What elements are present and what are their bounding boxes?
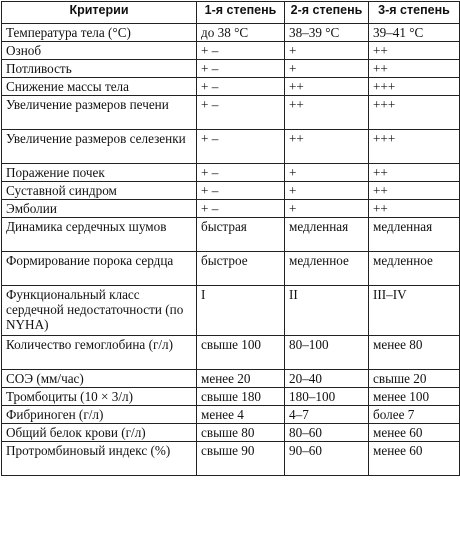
document [1,1,459,476]
table-row [2,388,460,406]
grade-2-cell: 20–40 [285,370,369,388]
grade-2-cell: 38–39 °С [285,24,369,42]
grade-1-cell: свыше 80 [197,424,285,442]
grade-2-cell: + [285,182,369,200]
grade-1-cell: быстрая [197,218,285,252]
grade-3-cell: менее 60 [369,424,460,442]
table-row [2,78,460,96]
grade-3-cell: ++ [369,164,460,182]
grade-3-cell: 39–41 °С [369,24,460,42]
grade-1-cell: + – [197,42,285,60]
criterion-cell: Увеличение размеров селезенки [2,130,197,164]
table-header-row [2,2,460,24]
grade-1-cell: + – [197,60,285,78]
grade-3-cell: +++ [369,130,460,164]
grade-2-cell: + [285,164,369,182]
grade-1-cell: менее 20 [197,370,285,388]
criterion-cell: Эмболии [2,200,197,218]
grade-3-cell: ++ [369,42,460,60]
criterion-cell: Поражение почек [2,164,197,182]
grade-3-cell: менее 60 [369,442,460,476]
grade-2-cell: 80–100 [285,336,369,370]
table-row [2,200,460,218]
header-criteria: Критерии [2,2,197,24]
grade-3-cell: III–IV [369,286,460,336]
table-row [2,60,460,78]
grade-2-cell: + [285,42,369,60]
grade-2-cell: ++ [285,78,369,96]
grade-2-cell: медленное [285,252,369,286]
grade-3-cell: менее 80 [369,336,460,370]
table-row [2,442,460,476]
criterion-cell: Функциональный класс сердечной недостаточности (по NYHA) [2,286,197,336]
criteria-table [1,1,460,476]
table-row [2,370,460,388]
grade-2-cell: + [285,60,369,78]
grade-2-cell: ++ [285,130,369,164]
table-row [2,252,460,286]
criterion-cell: Снижение массы тела [2,78,197,96]
criterion-cell: Фибриноген (г/л) [2,406,197,424]
criterion-cell: Динамика сердечных шумов [2,218,197,252]
grade-3-cell: свыше 20 [369,370,460,388]
grade-3-cell: медленная [369,218,460,252]
table-row [2,164,460,182]
grade-2-cell: + [285,200,369,218]
grade-3-cell: более 7 [369,406,460,424]
grade-2-cell: медленная [285,218,369,252]
grade-2-cell: 180–100 [285,388,369,406]
table-row [2,96,460,130]
grade-2-cell: 80–60 [285,424,369,442]
criterion-cell: Количество гемоглобина (г/л) [2,336,197,370]
criterion-cell: Тромбоциты (10 × 3/л) [2,388,197,406]
criterion-cell: Протромбиновый индекс (%) [2,442,197,476]
grade-1-cell: до 38 °С [197,24,285,42]
table-row [2,286,460,336]
criterion-cell: Суставной синдром [2,182,197,200]
criterion-cell: Потливость [2,60,197,78]
header-grade-3: 3-я степень [369,2,460,24]
table-row [2,424,460,442]
grade-1-cell: свыше 90 [197,442,285,476]
grade-1-cell: быстрое [197,252,285,286]
table-row [2,182,460,200]
grade-3-cell: +++ [369,96,460,130]
grade-1-cell: + – [197,130,285,164]
grade-1-cell: свыше 100 [197,336,285,370]
table-row [2,336,460,370]
table-row [2,218,460,252]
criterion-cell: Температура тела (°С) [2,24,197,42]
grade-3-cell: ++ [369,182,460,200]
grade-2-cell: II [285,286,369,336]
grade-3-cell: медленное [369,252,460,286]
grade-2-cell: 4–7 [285,406,369,424]
grade-1-cell: + – [197,96,285,130]
criterion-cell: Озноб [2,42,197,60]
grade-1-cell: + – [197,182,285,200]
criterion-cell: СОЭ (мм/час) [2,370,197,388]
grade-3-cell: менее 100 [369,388,460,406]
grade-1-cell: + – [197,200,285,218]
grade-2-cell: ++ [285,96,369,130]
criterion-cell: Увеличение размеров печени [2,96,197,130]
grade-1-cell: свыше 180 [197,388,285,406]
criterion-cell: Формирование порока сердца [2,252,197,286]
table-row [2,406,460,424]
grade-3-cell: ++ [369,200,460,218]
grade-1-cell: I [197,286,285,336]
grade-3-cell: +++ [369,78,460,96]
grade-1-cell: менее 4 [197,406,285,424]
grade-1-cell: + – [197,164,285,182]
criterion-cell: Общий белок крови (г/л) [2,424,197,442]
grade-3-cell: ++ [369,60,460,78]
grade-1-cell: + – [197,78,285,96]
table-row [2,24,460,42]
table-row [2,42,460,60]
header-grade-2: 2-я степень [285,2,369,24]
header-grade-1: 1-я степень [197,2,285,24]
grade-2-cell: 90–60 [285,442,369,476]
table-row [2,130,460,164]
